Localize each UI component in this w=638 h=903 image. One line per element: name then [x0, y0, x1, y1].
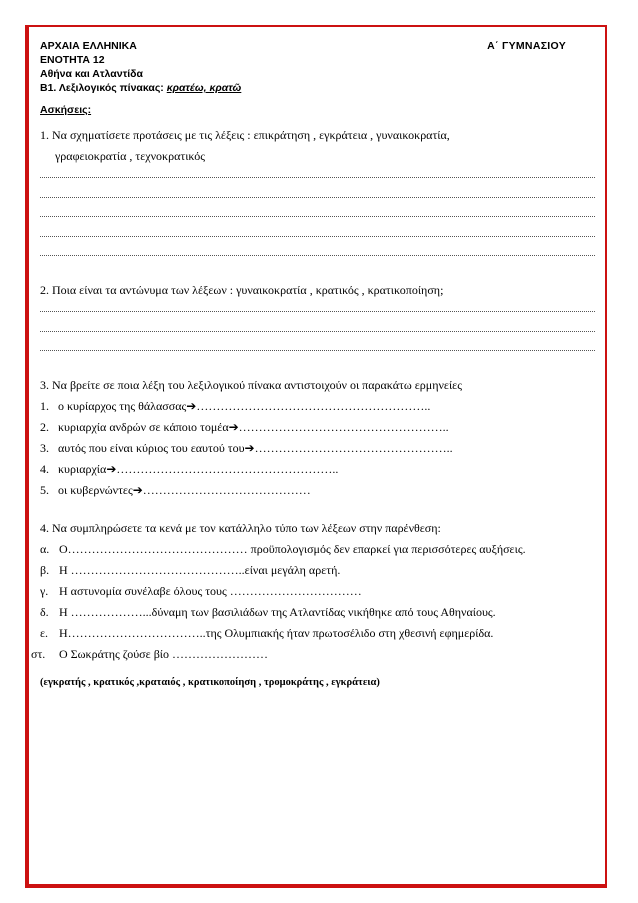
answer-line[interactable]: [40, 216, 595, 218]
ex3-item: [40, 399, 430, 414]
item-blank[interactable]: …………………………………………………..: [196, 399, 431, 413]
item-text: ο κυρίαρχος της θάλασσας: [58, 399, 187, 413]
item-letter: γ.: [40, 584, 49, 598]
answer-line[interactable]: [40, 255, 595, 257]
ex4-item: [31, 647, 268, 662]
item-text[interactable]: Η ……………………………………..είναι μεγάλη αρετή.: [59, 563, 341, 577]
item-number: 3.: [40, 441, 49, 455]
item-text[interactable]: Η αστυνομία συνέλαβε όλους τους ……………………………: [59, 584, 362, 598]
answer-line[interactable]: [40, 331, 595, 333]
subject-title: ΑΡΧΑΙΑ ΕΛΛΗΝΙΚΑ: [40, 40, 137, 52]
item-blank[interactable]: ………………………………………………..: [116, 462, 339, 476]
item-letter: στ.: [31, 647, 46, 661]
answer-line[interactable]: [40, 311, 595, 313]
item-text: οι κυβερνώντες: [58, 483, 133, 497]
ex1-question-line2: γραφειοκρατία , τεχνοκρατικός: [55, 149, 205, 163]
ex2-question: 2. Ποια είναι τα αντώνυμα των λέξεων : γυναικοκρατία , κρατικός , κρατικοποίηση;: [40, 283, 444, 297]
arrow-icon: ➔: [186, 399, 197, 413]
answer-line[interactable]: [40, 350, 595, 352]
item-letter: ε.: [40, 626, 49, 640]
ex1-question-line1: 1. Να σχηματίσετε προτάσεις με τις λέξεις : επικράτηση , εγκράτεια , γυναικοκρατία,: [40, 128, 450, 142]
item-text: αυτός που είναι κύριος του εαυτού του: [58, 441, 245, 455]
ex3-question: 3. Να βρείτε σε ποια λέξη του λεξιλογικού πίνακα αντιστοιχούν οι παρακάτω ερμηνείες: [40, 378, 462, 392]
item-blank[interactable]: …………………………………………..: [254, 441, 453, 455]
item-text: κυριαρχία: [58, 462, 107, 476]
ex3-item: [40, 420, 449, 435]
answer-line[interactable]: [40, 236, 595, 238]
item-letter: β.: [40, 563, 50, 577]
ex4-item: [40, 584, 362, 599]
item-text[interactable]: Ο Σωκράτης ζούσε βίο ……………………: [59, 647, 269, 661]
item-number: 2.: [40, 420, 49, 434]
grade-label: Α΄ ΓΥΜΝΑΣΙΟΥ: [487, 40, 566, 52]
topic-title: Αθήνα και Ατλαντίδα: [40, 68, 143, 80]
item-number: 4.: [40, 462, 49, 476]
arrow-icon: ➔: [106, 462, 117, 476]
ex3-item: [40, 441, 453, 456]
item-blank[interactable]: ……………………………………………..: [238, 420, 449, 434]
item-text: κυριαρχία ανδρών σε κάποιο τομέα: [58, 420, 229, 434]
item-number: 5.: [40, 483, 49, 497]
ex3-item: [40, 483, 311, 498]
ex4-item: [40, 563, 340, 578]
arrow-icon: ➔: [132, 483, 143, 497]
item-letter: δ.: [40, 605, 49, 619]
item-text[interactable]: Ο……………………………………… προϋπολογισμός δεν επαρκεί για περισσότερες αυξήσεις.: [59, 542, 526, 556]
item-blank[interactable]: ……………………………………: [142, 483, 311, 497]
item-text[interactable]: Η ………………...δύναμη των βασιλιάδων της Ατλαντίδας νικήθηκε από τους Αθηναίους.: [59, 605, 496, 619]
ex4-question: 4. Να συμπληρώσετε τα κενά με τον κατάλληλο τύπο των λέξεων στην παρένθεση:: [40, 521, 441, 535]
vocab-prefix: Β1. Λεξιλογικός πίνακας:: [40, 82, 164, 94]
item-letter: α.: [40, 542, 50, 556]
answer-line[interactable]: [40, 197, 595, 199]
arrow-icon: ➔: [228, 420, 239, 434]
exercises-heading: Ασκήσεις:: [40, 104, 92, 116]
arrow-icon: ➔: [244, 441, 255, 455]
item-text[interactable]: Η……………………………..της Ολυμπιακής ήταν πρωτοσέλιδο στη χθεσινή εφημερίδα.: [59, 626, 494, 640]
ex4-item: [40, 605, 496, 620]
vocab-words: κρατέω, κρατῶ: [166, 82, 242, 94]
answer-line[interactable]: [40, 177, 595, 179]
unit-title: ΕΝΟΤΗΤΑ 12: [40, 54, 105, 66]
vocab-heading: [40, 82, 241, 94]
ex3-item: [40, 462, 338, 477]
ex4-item: [40, 626, 493, 641]
ex4-item: [40, 542, 526, 557]
word-bank: (εγκρατής , κρατικός ,κραταιός , κρατικοποίηση , τρομοκράτης , εγκράτεια): [40, 677, 380, 688]
item-number: 1.: [40, 399, 49, 413]
